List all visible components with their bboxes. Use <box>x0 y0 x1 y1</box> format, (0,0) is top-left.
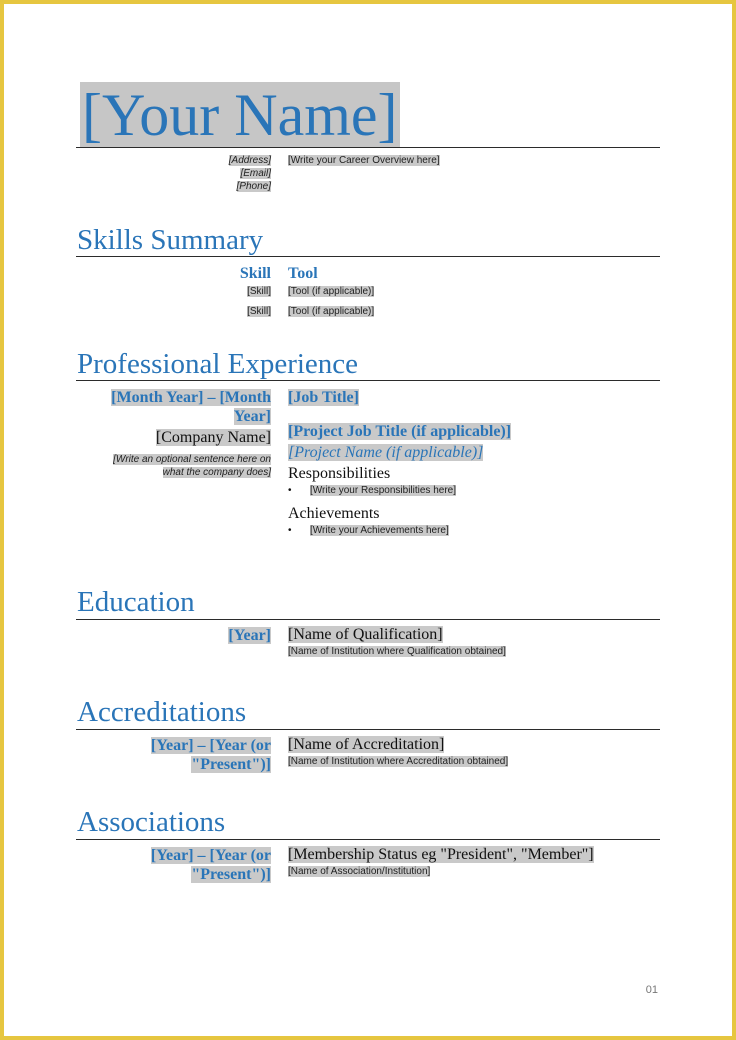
email-field[interactable]: [Email] <box>240 168 271 179</box>
employment-dates-line1[interactable]: [Month Year] – [Month <box>111 389 271 406</box>
skills-divider <box>76 256 660 257</box>
achievements-label: Achievements <box>288 505 380 522</box>
employment-dates <box>111 388 271 426</box>
contact-block <box>229 154 271 193</box>
project-job-title-field[interactable]: [Project Job Title (if applicable)] <box>288 423 512 440</box>
accreditation-institution-field[interactable]: [Name of Institution where Accreditation obtained] <box>288 756 509 767</box>
company-description-line1[interactable]: [Write an optional sentence here on <box>113 454 271 465</box>
accreditation-dates-line2[interactable]: "Present")] <box>191 756 271 773</box>
tool-field[interactable]: [Tool (if applicable)] <box>288 306 375 317</box>
responsibility-field[interactable]: [Write your Responsibilities here] <box>310 485 456 496</box>
company-name-field[interactable]: [Company Name] <box>155 429 271 446</box>
skill-field[interactable]: [Skill] <box>247 286 271 297</box>
tool-field[interactable]: [Tool (if applicable)] <box>288 286 375 297</box>
skills-summary-heading: Skills Summary <box>77 224 264 256</box>
phone-field[interactable]: [Phone] <box>236 181 271 192</box>
association-institution-field[interactable]: [Name of Association/Institution] <box>288 866 431 877</box>
accreditation-dates-line1[interactable]: [Year] – [Year (or <box>150 737 271 754</box>
accreditation-name-field[interactable]: [Name of Accreditation] <box>288 736 445 753</box>
achievement-field[interactable]: [Write your Achievements here] <box>310 525 449 536</box>
address-field[interactable]: [Address] <box>228 155 271 166</box>
accreditations-heading: Accreditations <box>77 696 247 728</box>
resume-page <box>4 4 732 1036</box>
association-dates-line2[interactable]: "Present")] <box>191 866 271 883</box>
qualification-field[interactable]: [Name of Qualification] <box>288 626 443 643</box>
page-number: 01 <box>645 984 658 996</box>
project-name-field[interactable]: [Project Name (if applicable)] <box>288 444 484 461</box>
associations-heading: Associations <box>77 806 226 838</box>
associations-divider <box>76 839 660 840</box>
bullet-dot: • <box>288 525 292 536</box>
education-institution-field[interactable]: [Name of Institution where Qualification obtained] <box>288 646 506 657</box>
header-divider <box>76 147 660 148</box>
resume-name[interactable]: [Your Name] <box>82 82 398 148</box>
career-overview-field[interactable]: [Write your Career Overview here] <box>288 155 440 166</box>
responsibilities-label: Responsibilities <box>288 465 391 482</box>
membership-status-field[interactable]: [Membership Status eg "President", "Member"] <box>288 846 594 863</box>
tool-column-header: Tool <box>288 265 318 282</box>
bullet-dot: • <box>288 485 292 496</box>
association-dates-line1[interactable]: [Year] – [Year (or <box>150 847 271 864</box>
education-year-field[interactable]: [Year] <box>228 627 271 644</box>
education-divider <box>76 619 660 620</box>
skill-field[interactable]: [Skill] <box>247 306 271 317</box>
professional-experience-heading: Professional Experience <box>77 348 359 380</box>
education-heading: Education <box>77 586 195 618</box>
experience-divider <box>76 380 660 381</box>
skill-column-header: Skill <box>239 265 271 282</box>
accreditations-divider <box>76 729 660 730</box>
employment-dates-line2[interactable]: Year] <box>233 408 271 425</box>
company-description-line2[interactable]: what the company does] <box>162 467 271 478</box>
job-title-field[interactable]: [Job Title] <box>288 389 359 406</box>
